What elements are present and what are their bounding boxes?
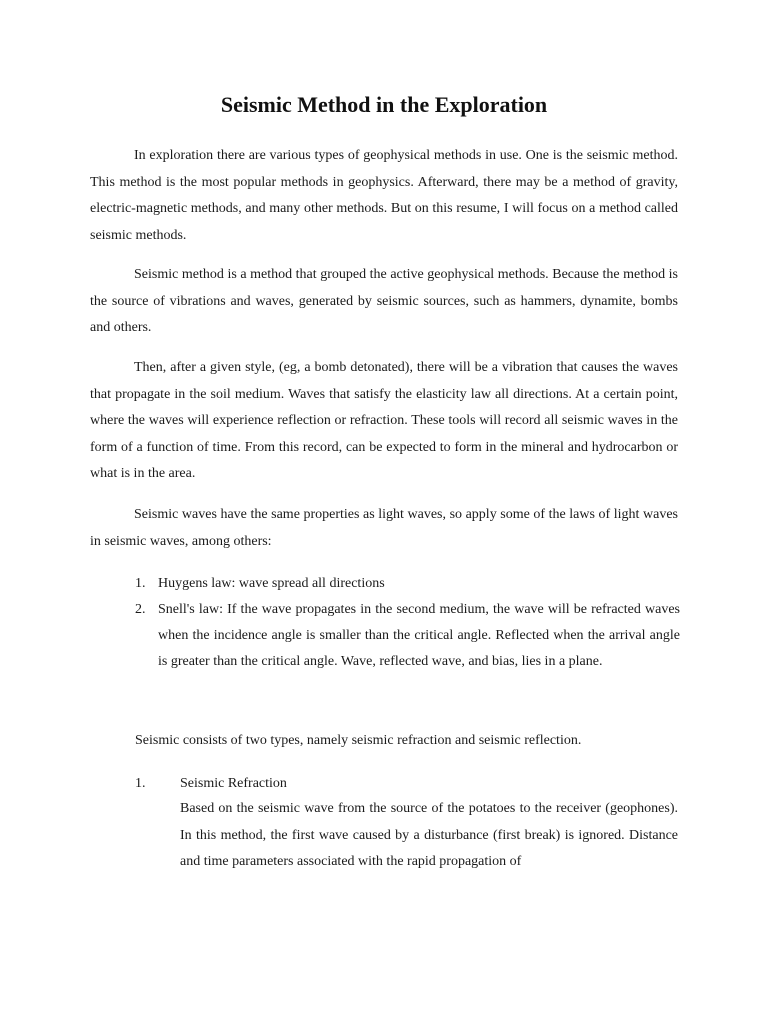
list-item-text: Snell's law: If the wave propagates in the second medium, the wave will be refracted waves when the incidence angle is smaller than the critical angle. Reflected when the arrival angle is greater than the critical angle. Wave, reflected wave, and bias, lies in a plane. [158, 602, 680, 669]
paragraph-seismic-method: Seismic method is a method that grouped the active geophysical methods. Because the method is the source of vibrations and waves, generated by seismic sources, such as hammers, dynamite, bombs and others. [90, 267, 678, 335]
section-heading: Seismic Refraction [180, 776, 287, 791]
paragraph-intro: In exploration there are various types of geophysical methods in use. One is the seismic method. This method is the most popular methods in geophysics. Afterward, there may be a method of gravity, electric-magnetic methods, and many other methods. But on this resume, I will focus on a method called seismic methods. [90, 148, 678, 243]
section-number: 1. [135, 776, 146, 791]
list-item-snell [135, 597, 680, 675]
list-item-number: 1. [135, 576, 146, 591]
section-body: Based on the seismic wave from the source of the potatoes to the receiver (geophones). In this method, the first wave caused by a disturbance (first break) is ignored. Distance and time parameters associated with the rapid propagation of [180, 801, 678, 869]
list-item-number: 2. [135, 602, 146, 617]
paragraph-vibration: Then, after a given style, (eg, a bomb detonated), there will be a vibration that causes the waves that propagate in the soil medium. Waves that satisfy the elasticity law all directions. At a certain point, where the waves will experience reflection or refraction. These tools will record all seismic waves in the form of a function of time. From this record, can be expected to form in the mineral and hydrocarbon or what is in the area. [90, 360, 678, 481]
document-title: Seismic Method in the Exploration [220, 92, 548, 117]
list-item-text: Huygens law: wave spread all directions [158, 576, 385, 591]
paragraph-seismic-types: Seismic consists of two types, namely seismic refraction and seismic reflection. [135, 733, 582, 748]
paragraph-light-waves: Seismic waves have the same properties as light waves, so apply some of the laws of light waves in seismic waves, among others: [90, 507, 678, 549]
list-item-huygens [135, 571, 680, 597]
